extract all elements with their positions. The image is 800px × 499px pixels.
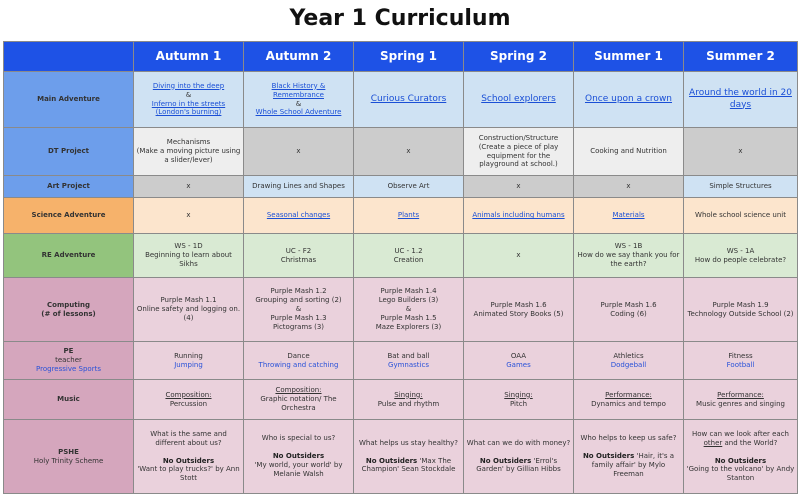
pshe-book: 'Hair, it's a family affair' by Mylo Freeman <box>591 452 675 478</box>
pe-teacher-activity: Dance <box>287 351 310 360</box>
computing-topic: Maze Explorers (3) <box>375 322 442 331</box>
computing-unit: Purple Mash 1.5 <box>380 313 437 322</box>
pshe-question: What can we do with money? <box>466 438 571 447</box>
pshe-book: 'My world, your world' by Melanie Walsh <box>254 460 343 478</box>
music-autumn-1 <box>134 380 244 420</box>
pe-teacher-activity: Fitness <box>728 351 753 360</box>
re-summer-2 <box>684 234 798 278</box>
computing-unit: Purple Mash 1.6 <box>490 300 547 309</box>
music-strand: Singing: <box>504 390 533 399</box>
computing-spring-2 <box>464 278 574 342</box>
computing-unit: Purple Mash 1.9 <box>712 300 769 309</box>
row-label-computing <box>4 278 134 342</box>
pshe-question-underlined: other <box>703 438 723 447</box>
pshe-question: How can we look after each <box>691 429 789 438</box>
link-animals-including-humans[interactable]: Animals including humans <box>472 211 565 220</box>
header-corner <box>4 42 134 72</box>
computing-summer-2 <box>684 278 798 342</box>
link-around-the-world[interactable]: Around the world in 20 days <box>689 87 792 110</box>
music-strand: Performance: <box>717 390 764 399</box>
computing-unit: Purple Mash 1.2 <box>270 287 327 296</box>
pe-progressive-activity: Dodgeball <box>610 360 647 369</box>
header-spring-2: Spring 2 <box>464 42 574 72</box>
pshe-book: 'Max The Champion' Sean Stockdale <box>361 456 456 474</box>
link-whole-school-adventure[interactable]: Whole School Adventure <box>255 108 342 117</box>
science-summer-2: Whole school science unit <box>684 198 798 234</box>
art-summer-2: Simple Structures <box>684 176 798 198</box>
science-autumn-2 <box>244 198 354 234</box>
re-autumn-1-code: WS - 1D <box>174 242 203 251</box>
ampersand: & <box>405 305 412 314</box>
link-school-explorers[interactable]: School explorers <box>481 93 556 104</box>
re-autumn-2-title: Christmas <box>280 255 317 264</box>
computing-topic: Coding (6) <box>610 309 647 318</box>
dt-summer-2: x <box>684 128 798 176</box>
art-autumn-1: x <box>134 176 244 198</box>
ampersand: & <box>185 90 192 99</box>
row-music <box>4 380 798 420</box>
row-main-adventure <box>4 72 798 128</box>
row-science-adventure <box>4 198 798 234</box>
pe-teacher-label: teacher <box>55 356 82 365</box>
pe-teacher-activity: Bat and ball <box>387 351 430 360</box>
main-adventure-summer-2 <box>684 72 798 128</box>
music-spring-1 <box>354 380 464 420</box>
computing-autumn-2 <box>244 278 354 342</box>
header-row <box>4 42 798 72</box>
re-spring-1 <box>354 234 464 278</box>
pshe-no-outsiders: No Outsiders <box>479 456 532 465</box>
link-black-history[interactable]: Black History & Remembrance <box>271 81 326 99</box>
re-spring-1-title: Creation <box>393 255 424 264</box>
pshe-no-outsiders: No Outsiders <box>714 456 767 465</box>
link-diving-into-the-deep[interactable]: Diving into the deep <box>152 81 225 90</box>
pshe-no-outsiders: No Outsiders <box>365 456 418 465</box>
music-topic: Dynamics and tempo <box>591 399 666 408</box>
pshe-no-outsiders: No Outsiders <box>162 456 215 465</box>
pe-summer-2 <box>684 342 798 380</box>
row-pe <box>4 342 798 380</box>
music-strand: Singing: <box>394 390 423 399</box>
music-strand: Composition: <box>275 386 322 395</box>
row-label-re-adventure: RE Adventure <box>4 234 134 278</box>
music-topic: Pulse and rhythm <box>377 399 440 408</box>
pshe-question: Who is special to us? <box>261 434 336 443</box>
computing-unit: Purple Mash 1.6 <box>600 300 657 309</box>
main-adventure-autumn-1 <box>134 72 244 128</box>
ampersand: & <box>295 99 302 108</box>
music-summer-2 <box>684 380 798 420</box>
row-label-pe <box>4 342 134 380</box>
link-curious-curators[interactable]: Curious Curators <box>370 93 447 104</box>
dt-spring-2-detail: (Create a piece of play equipment for the playground at school.) <box>478 142 559 169</box>
main-adventure-spring-1 <box>354 72 464 128</box>
pe-progressive-activity: Gymnastics <box>388 360 429 369</box>
computing-sublabel: (# of lessons) <box>41 309 96 318</box>
pe-summer-1 <box>574 342 684 380</box>
header-spring-1: Spring 1 <box>354 42 464 72</box>
row-dt-project <box>4 128 798 176</box>
computing-label: Computing <box>47 300 90 309</box>
music-topic: Graphic notation/ The Orchestra <box>260 395 337 412</box>
re-spring-2: x <box>464 234 574 278</box>
row-art-project <box>4 176 798 198</box>
science-spring-2 <box>464 198 574 234</box>
re-summer-1 <box>574 234 684 278</box>
row-label-art-project: Art Project <box>4 176 134 198</box>
music-autumn-2 <box>244 380 354 420</box>
re-summer-1-code: WS - 1B <box>614 242 643 251</box>
pshe-question: What is the same and different about us? <box>150 429 227 447</box>
dt-spring-1: x <box>354 128 464 176</box>
main-adventure-autumn-2 <box>244 72 354 128</box>
computing-topic: Lego Builders (3) <box>378 296 439 305</box>
dt-autumn-1-title: Mechanisms <box>166 138 211 147</box>
dt-autumn-2: x <box>244 128 354 176</box>
link-once-upon-a-crown[interactable]: Once upon a crown <box>584 93 673 104</box>
computing-topic: Online safety and logging on. (4) <box>136 305 241 322</box>
pe-progressive-sports-label: Progressive Sports <box>36 364 101 373</box>
pshe-autumn-1 <box>134 420 244 494</box>
pshe-book: 'Going to the volcano' by Andy Stanton <box>686 465 795 483</box>
pshe-label: PSHE <box>58 447 79 456</box>
music-summer-1 <box>574 380 684 420</box>
pshe-no-outsiders: No Outsiders <box>582 452 635 461</box>
pshe-no-outsiders: No Outsiders <box>272 452 325 461</box>
pshe-summer-2 <box>684 420 798 494</box>
pe-label: PE <box>63 347 74 356</box>
pshe-question: Who helps to keep us safe? <box>580 434 677 443</box>
computing-topic: Grouping and sorting (2) <box>255 296 342 305</box>
computing-spring-1 <box>354 278 464 342</box>
computing-topic: Animated Story Books (5) <box>473 309 564 318</box>
re-summer-1-title: How do we say thank you for the earth? <box>577 251 680 268</box>
row-pshe <box>4 420 798 494</box>
header-autumn-1: Autumn 1 <box>134 42 244 72</box>
pe-teacher-activity: Running <box>174 351 203 360</box>
dt-spring-2 <box>464 128 574 176</box>
pshe-book: 'Want to play trucks?' by Ann Stott <box>137 465 240 483</box>
re-autumn-1 <box>134 234 244 278</box>
re-spring-1-code: UC - 1.2 <box>394 246 423 255</box>
dt-summer-1: Cooking and Nutrition <box>574 128 684 176</box>
dt-autumn-1 <box>134 128 244 176</box>
pe-spring-2 <box>464 342 574 380</box>
row-label-dt-project: DT Project <box>4 128 134 176</box>
re-summer-2-title: How do people celebrate? <box>694 255 787 264</box>
computing-autumn-1 <box>134 278 244 342</box>
pe-progressive-activity: Football <box>726 360 755 369</box>
music-topic: Music genres and singing <box>696 399 785 408</box>
page-title: Year 1 Curriculum <box>289 6 511 31</box>
music-strand: Composition: <box>165 390 212 399</box>
row-computing <box>4 278 798 342</box>
row-label-music: Music <box>4 380 134 420</box>
pe-teacher-activity: Athletics <box>613 351 644 360</box>
pshe-book: 'Errol's Garden' by Gillian Hibbs <box>476 456 561 474</box>
music-spring-2 <box>464 380 574 420</box>
art-spring-2: x <box>464 176 574 198</box>
pe-spring-1 <box>354 342 464 380</box>
pshe-spring-2 <box>464 420 574 494</box>
pshe-autumn-2 <box>244 420 354 494</box>
art-spring-1: Observe Art <box>354 176 464 198</box>
computing-summer-1 <box>574 278 684 342</box>
row-label-science-adventure: Science Adventure <box>4 198 134 234</box>
science-autumn-1: x <box>134 198 244 234</box>
link-seasonal-changes[interactable]: Seasonal changes <box>266 211 331 220</box>
link-materials[interactable]: Materials <box>612 211 645 220</box>
header-summer-1: Summer 1 <box>574 42 684 72</box>
re-autumn-2 <box>244 234 354 278</box>
pshe-scheme-label: Holy Trinity Scheme <box>33 456 104 465</box>
computing-topic: Technology Outside School (2) <box>687 309 794 318</box>
science-spring-1 <box>354 198 464 234</box>
pshe-question-end: and the World? <box>722 438 778 447</box>
re-autumn-1-title: Beginning to learn about Sikhs <box>145 251 232 268</box>
science-summer-1 <box>574 198 684 234</box>
pe-teacher-activity: OAA <box>510 351 527 360</box>
music-topic: Pitch <box>509 399 528 408</box>
link-plants[interactable]: Plants <box>397 211 420 220</box>
computing-unit: Purple Mash 1.1 <box>160 296 217 305</box>
pe-progressive-activity: Throwing and catching <box>258 360 339 369</box>
re-autumn-2-code: UC - F2 <box>285 246 312 255</box>
re-summer-2-code: WS - 1A <box>726 246 755 255</box>
art-summer-1: x <box>574 176 684 198</box>
pe-progressive-activity: Jumping <box>174 360 203 369</box>
header-autumn-2: Autumn 2 <box>244 42 354 72</box>
row-re-adventure <box>4 234 798 278</box>
row-label-main-adventure: Main Adventure <box>4 72 134 128</box>
curriculum-table <box>3 41 798 494</box>
pe-autumn-1 <box>134 342 244 380</box>
computing-unit: Purple Mash 1.3 <box>270 313 327 322</box>
music-topic: Percussion <box>169 399 208 408</box>
dt-autumn-1-detail: (Make a moving picture using a slider/lever) <box>136 147 241 164</box>
computing-unit: Purple Mash 1.4 <box>380 287 437 296</box>
main-adventure-summer-1 <box>574 72 684 128</box>
ampersand: & <box>295 305 302 314</box>
pshe-summer-1 <box>574 420 684 494</box>
pe-autumn-2 <box>244 342 354 380</box>
pshe-question: What helps us stay healthy? <box>359 438 458 447</box>
row-label-pshe <box>4 420 134 494</box>
art-autumn-2: Drawing Lines and Shapes <box>244 176 354 198</box>
music-strand: Performance: <box>605 390 652 399</box>
pe-progressive-activity: Games <box>506 360 531 369</box>
link-inferno-in-the-streets[interactable]: Inferno in the streets (London's burning) <box>151 99 226 117</box>
main-adventure-spring-2 <box>464 72 574 128</box>
computing-topic: Pictograms (3) <box>272 322 325 331</box>
pshe-spring-1 <box>354 420 464 494</box>
header-summer-2: Summer 2 <box>684 42 798 72</box>
dt-spring-2-title: Construction/Structure <box>478 133 559 142</box>
